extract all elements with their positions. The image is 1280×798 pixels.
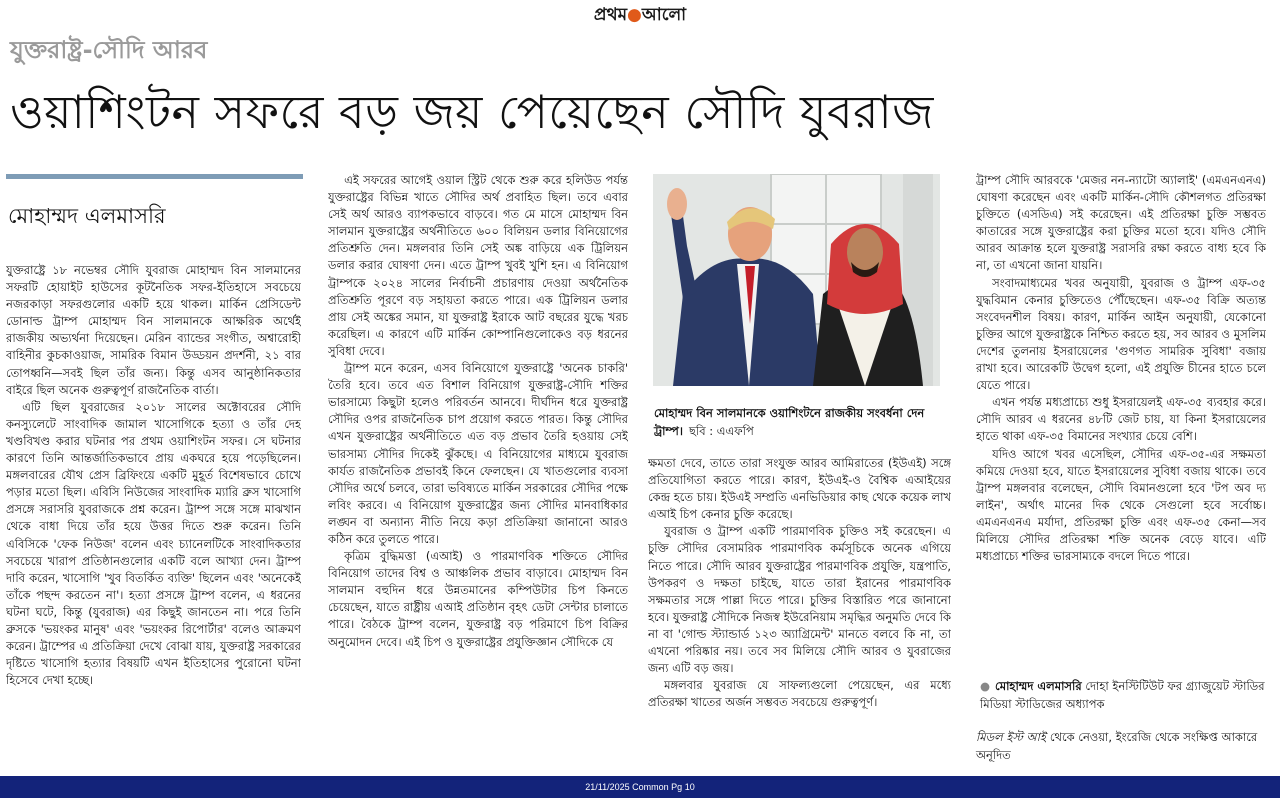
article-column-4 xyxy=(976,172,1266,676)
paragraph: ট্রাম্প মনে করেন, এসব বিনিয়োগে যুক্তরাষ্ট্রে 'অনেক চাকরি' তৈরি হবে। তবে এত বিশাল বিনিয়োগ যুক্তরাষ্ট্র-সৌদি শক্তির ভারসাম্যে কিছুটা হলেও পরিবর্তন আনবে। দীর্ঘদিন ধরে যুক্তরাষ্ট্র সৌদির ওপর রাজনৈতিক চাপ প্রয়োগ করতে পারত। কিন্তু সৌদির এখন যুক্তরাষ্ট্রের অর্থনীতিতে এত বড় প্রভাব তৈরি হওয়ায় সেই ভারসাম্য সৌদির দিকেই ঝুঁকছে। এ বিনিয়োগের মাধ্যমে যুবরাজ কার্যত রাজনৈতিক প্রভাবই কিনে ফেলছেন। যে খাতগুলোর ব্যবসা সৌদির অর্থে চলবে, তারা ভবিষ্যতে মার্কিন সরকারের সৌদির পক্ষে লবিং করবে। এ বিনিয়োগ যুক্তরাষ্ট্রের জন্য সৌদির মানবাধিকার লঙ্ঘন বা অন্যান্য নীতি নিয়ে কড়া প্রতিক্রিয়া জানানো আরও কঠিন করে তুলতে পারে। xyxy=(328,361,628,546)
author-description: দোহা ইনস্টিটিউট ফর গ্র্যাজুয়েট স্টাডির মিডিয়া স্টাডিজের অধ্যাপক xyxy=(980,679,1265,711)
photo-caption xyxy=(654,404,946,440)
paragraph: যুবরাজ ও ট্রাম্প একটি পারমাণবিক চুক্তিও সই করেছেন। এ চুক্তি সৌদির বেসামরিক পারমাণবিক কর্মসূচিকে অনেক এগিয়ে নিতে পারে। সৌদি আরব যুক্তরাষ্ট্রের পারমাণবিক প্রযুক্তি, যন্ত্রপাতি, উপকরণ ও দক্ষতা চাইছে, যাতে তারা ইরানের পারমাণবিক সক্ষমতার সঙ্গে পাল্লা দিতে পারে। চুক্তির বিস্তারিত পরে জানানো হবে। যুক্তরাষ্ট্র সৌদিকে নিজস্ব ইউরেনিয়াম সমৃদ্ধির অনুমতি দেবে কি না বা 'গোল্ড স্ট্যান্ডার্ড ১২৩ অ্যাগ্রিমেন্ট' মানতে বলবে কি না, তা এখনো পরিষ্কার নয়। তবে সব মিলিয়ে সৌদি আরব ও যুবরাজের জন্য এটি বড় জয়। xyxy=(648,524,951,676)
newspaper-logo xyxy=(0,2,1280,30)
source-name: মিডল ইস্ট আই xyxy=(976,730,1046,744)
photo-credit: ছবি : এএফপি xyxy=(688,424,754,438)
logo-text-right: আলো xyxy=(641,5,687,25)
logo-text-left: প্রথম xyxy=(593,5,628,25)
paragraph: এখন পর্যন্ত মধ্যপ্রাচ্যে শুধু ইসরায়েলই এফ-৩৫ ব্যবহার করে। সৌদি আরব এ ধরনের ৪৮টি জেট চায়, যা কিনা ইসরায়েলের হাতে থাকা এফ-৩৫ বিমানের সংখ্যার চেয়ে বেশি। xyxy=(976,395,1266,444)
page-footer: 21/11/2025 Common Pg 10 xyxy=(0,776,1280,798)
paragraph: যদিও আগে খবর এসেছিল, সৌদির এফ-৩৫-এর সক্ষমতা কমিয়ে দেওয়া হবে, যাতে ইসরায়েলের সুবিধা বজায় থাকে। তবে ট্রাম্প মঙ্গলবার বলেছেন, সৌদি বিমানগুলো হবে 'টপ অব দ্য লাইন', অর্থাৎ মানের দিক থেকে সেগুলো হবে সর্বোচ্চ। এমএনএনএ মর্যাদা, প্রতিরক্ষা চুক্তি এবং এফ-৩৫ কেনা—সব মিলিয়ে সৌদির প্রতিরক্ষা শক্তি অনেক বেড়ে যাবে। এটি মধ্যপ্রাচ্যে শক্তির ভারসাম্যকে বদলে দিতে পারে। xyxy=(976,446,1266,564)
byline: মোহাম্মদ এলমাসরি xyxy=(8,204,166,228)
section-kicker: যুক্তরাষ্ট্র-সৌদি আরব xyxy=(10,36,208,64)
logo-sun-icon: ● xyxy=(627,5,642,25)
paragraph: ট্রাম্প সৌদি আরবকে 'মেজর নন-ন্যাটো অ্যালাই' (এমএনএনএ) ঘোষণা করেছেন এবং একটি মার্কিন-সৌদি কৌশলগত প্রতিরক্ষা চুক্তিতে (এসডিএ) সই করেছেন। এই প্রতিরক্ষা চুক্তি সম্ভবত কাতারের সঙ্গে যুক্তরাষ্ট্রের করা চুক্তির মতো হবে। যদিও সৌদি আরব আক্রান্ত হলে যুক্তরাষ্ট্র সরাসরি রক্ষা করতে বাধ্য হবে কি না, তা এখনো জানা যায়নি। xyxy=(976,173,1266,273)
paragraph: এই সফরের আগেই ওয়াল স্ট্রিট থেকে শুরু করে হলিউড পর্যন্ত যুক্তরাষ্ট্রের বিভিন্ন খাতে সৌদির অর্থ প্রবাহিত ছিল। তবে এবার সেই অর্থ আরও ব্যাপকভাবে বাড়বে। গত মে মাসে মোহাম্মদ বিন সালমান যুক্তরাষ্ট্রের অর্থনীতিতে ৬০০ বিলিয়ন ডলার বিনিয়োগের প্রতিশ্রুতি দেন। মঙ্গলবার তিনি সেই অঙ্ক বাড়িয়ে এক ট্রিলিয়ন ডলার করার ঘোষণা দেন। এতে ট্রাম্প খুবই খুশি হন। এ বিনিয়োগ ট্রাম্পকে ২০২৪ সালের নির্বাচনী প্রচারণায় দেওয়া অর্থনৈতিক প্রতিশ্রুতি পূরণে বড় সহায়তা করতে পারে। এক ট্রিলিয়ন ডলার প্রায় সেই অঙ্কের সমান, যা যুক্তরাষ্ট্র ইরাকে আট বছরের যুদ্ধে খরচ করেছিল। এ কারণে এটি মার্কিন কোম্পানিগুলোকেও বড় ধরনের সুবিধা দেবে। xyxy=(328,173,628,358)
article-column-1 xyxy=(6,262,301,762)
paragraph: যুক্তরাষ্ট্রে ১৮ নভেম্বর সৌদি যুবরাজ মোহাম্মদ বিন সালমানের সফরটি হোয়াইট হাউসের কূটনৈতিক সফর-ইতিহাসে সবচেয়ে নজরকাড়া সফরগুলোর একটি হয়ে থাকল। মার্কিন প্রেসিডেন্ট ডোনাল্ড ট্রাম্প মোহাম্মদ বিন সালমানকে আক্ষরিক অর্থেই রাজকীয় অভ্যর্থনা দিয়েছেন। মেরিন ব্যান্ডের সংগীত, অশ্বারোহী বাহিনীর কুচকাওয়াজ, সামরিক বিমান উড্ডয়ন প্রদর্শনী, ২১ বার তোপধ্বনি—সবই ছিল তাঁর জন্য। কিন্তু এসব আনুষ্ঠানিকতার বাইরে ছিল অনেক গুরুত্বপূর্ণ রাজনৈতিক বার্তা। xyxy=(6,263,301,397)
photo-illustration xyxy=(653,174,940,386)
article-column-3 xyxy=(648,455,951,771)
headline: ওয়াশিংটন সফরে বড় জয় পেয়েছেন সৌদি যুবরাজ xyxy=(10,85,934,139)
author-bio xyxy=(980,677,1268,713)
source-text: থেকে নেওয়া, ইংরেজি থেকে সংক্ষিপ্ত আকারে অনূদিত xyxy=(976,730,1258,762)
paragraph: এটি ছিল যুবরাজের ২০১৮ সালের অক্টোবরের সৌদি কনস্যুলেটে সাংবাদিক জামাল খাসোগিকে হত্যা ও তাঁর দেহ খণ্ডবিখণ্ড করার ঘটনার পর প্রথম ওয়াশিংটন সফর। সে ঘটনার কারণে তিনি আন্তর্জাতিকভাবে প্রায় একঘরে হয়ে পড়েছিলেন। মঙ্গলবারের যৌথ প্রেস ব্রিফিংয়ে একটি মুহূর্ত বিশেষভাবে চোখে পড়ার মতো ছিল। এবিসি নিউজের সাংবাদিক ম্যারি ব্রুস খাসোগি প্রসঙ্গে সরাসরি যুবরাজকে প্রশ্ন করেন। ট্রাম্প সঙ্গে সঙ্গে মাঝখান থেকে বাধা দিয়ে তাঁর হয়ে উত্তর দিতে শুরু করেন। তিনি এবিসিকে 'ফেক নিউজ' বলেন এবং চ্যানেলটিকে সাংবাদিকতার সবচেয়ে খারাপ প্রতিষ্ঠানগুলোর একটি বলে আখ্যা দেন। ট্রাম্প দাবি করেন, খাসোগি 'খুব বিতর্কিত ব্যক্তি' ছিলেন এবং 'অনেকেই তাঁকে পছন্দ করতেন না'। হত্যা প্রসঙ্গে ট্রাম্প বলেন, এ ধরনের ঘটনা ঘটে, কিন্তু (যুবরাজ) এর কিছুই জানতেন না। পরে তিনি ব্রুসকে 'ভয়ংকর মানুষ' এবং 'ভয়ংকর রিপোর্টার' বলেও আক্রমণ করেন। ট্রাম্পের এ প্রতিক্রিয়া দেখে বোঝা যায়, যুক্তরাষ্ট্র সরকারের দৃষ্টিতে খাসোগি হত্যার বিষয়টি এখন ইতিহাসের পুরোনো ঘটনা হিসেবে দেখা হচ্ছে। xyxy=(6,399,301,688)
article-column-2 xyxy=(328,172,628,768)
author-name: মোহাম্মদ এলমাসরি xyxy=(995,679,1082,693)
caption-text: মোহাম্মদ বিন সালমানকে ওয়াশিংটনে রাজকীয় সংবর্ধনা দেন ট্রাম্প। xyxy=(654,406,925,438)
bullet-icon: ● xyxy=(980,679,991,693)
news-photo xyxy=(653,174,940,386)
source-note xyxy=(976,728,1266,764)
byline-rule xyxy=(6,174,303,179)
paragraph: কৃত্রিম বুদ্ধিমত্তা (এআই) ও পারমাণবিক শক্তিতে সৌদির বিনিয়োগ তাদের বিশ্ব ও আঞ্চলিক প্রভাব বাড়াবে। মোহাম্মদ বিন সালমান বহুদিন ধরে উন্নতমানের কম্পিউটার চিপ কিনতে চেয়েছেন, যাতে রাষ্ট্রীয় এআই প্রতিষ্ঠান বৃহৎ ডেটা সেন্টার চালাতে পারে। বৈঠকে ট্রাম্প বলেন, যুক্তরাষ্ট্র বড় পরিমাণে চিপ বিক্রির অনুমোদন দেবে। এই চিপ ও যুক্তরাষ্ট্রের প্রযুক্তিজ্ঞান সৌদিকে যে xyxy=(328,549,628,649)
paragraph: মঙ্গলবার যুবরাজ যে সাফল্যগুলো পেয়েছেন, এর মধ্যে প্রতিরক্ষা খাতের অর্জন সম্ভবত সবচেয়ে গুরুত্বপূর্ণ। xyxy=(648,678,951,710)
paragraph: সংবাদমাধ্যমের খবর অনুযায়ী, যুবরাজ ও ট্রাম্প এফ-৩৫ যুদ্ধবিমান কেনার চুক্তিতেও পৌঁছেছেন। এফ-৩৫ বিক্রি অত্যন্ত সংবেদনশীল বিষয়। কারণ, মার্কিন আইন অনুযায়ী, যেকোনো চুক্তির আগে যুক্তরাষ্ট্রকে নিশ্চিত করতে হয়, সব আরব ও মুসলিম দেশের তুলনায় ইসরায়েলের 'গুণগত সামরিক সুবিধা' বজায় রাখা হবে। আরেকটি উদ্বেগ হলো, এই প্রযুক্তি চীনের হাতে চলে যেতে পারে। xyxy=(976,275,1266,393)
paragraph: ক্ষমতা দেবে, তাতে তারা সংযুক্ত আরব আমিরাতের (ইউএই) সঙ্গে প্রতিযোগিতা করতে পারে। কারণ, ইউএই-ও বৈশ্বিক এআইয়ের কেন্দ্র হতে চায়। ইউএই সম্প্রতি এনভিডিয়ার কাছ থেকে কয়েক লাখ এআই চিপ কেনার চুক্তি করেছে। xyxy=(648,456,951,522)
